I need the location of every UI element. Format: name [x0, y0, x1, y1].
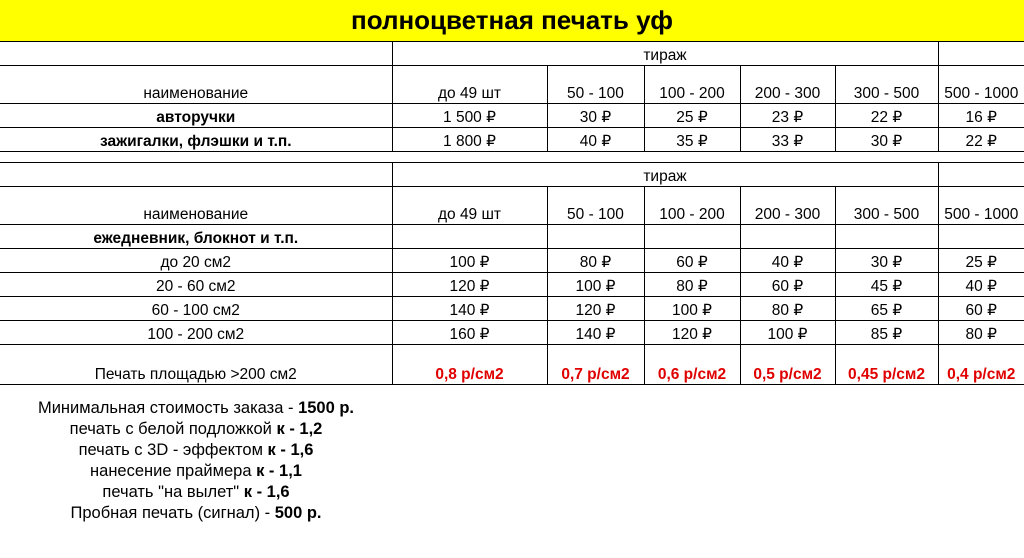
col-header: 100 - 200 — [644, 187, 740, 225]
price-cell: 100 ₽ — [392, 249, 547, 273]
col-header: 500 - 1000 — [938, 187, 1024, 225]
col-header: до 49 шт — [392, 187, 547, 225]
col-header: 500 - 1000 — [938, 66, 1024, 104]
blank-cell — [938, 225, 1024, 249]
rate-cell: 0,4 р/см2 — [938, 345, 1024, 385]
price-cell: 100 ₽ — [644, 297, 740, 321]
note-line: нанесение праймера к - 1,1 — [90, 462, 302, 480]
price-cell: 40 ₽ — [938, 273, 1024, 297]
note-line: печать с белой подложкой к - 1,2 — [69, 420, 323, 438]
section2-tirazh-row — [0, 163, 1024, 187]
price-cell: 100 ₽ — [740, 321, 835, 345]
blank-cell — [392, 225, 547, 249]
price-cell: 45 ₽ — [835, 273, 938, 297]
table-row — [0, 321, 1024, 345]
note-line: Пробная печать (сигнал) - 500 р. — [70, 504, 322, 522]
price-cell: 60 ₽ — [644, 249, 740, 273]
price-cell: 120 ₽ — [392, 273, 547, 297]
group-label: ежедневник, блокнот и т.п. — [0, 225, 392, 249]
row-label: до 20 см2 — [0, 249, 392, 273]
price-cell: 30 ₽ — [547, 104, 644, 128]
price-cell: 22 ₽ — [835, 104, 938, 128]
price-cell: 40 ₽ — [547, 128, 644, 152]
page-title: полноцветная печать уф — [0, 0, 1024, 42]
price-cell: 40 ₽ — [740, 249, 835, 273]
separator-cell — [0, 152, 1024, 163]
name-header: наименование — [0, 66, 392, 104]
price-cell: 1 500 ₽ — [392, 104, 547, 128]
price-cell: 80 ₽ — [547, 249, 644, 273]
note-line: печать "на вылет" к - 1,6 — [102, 483, 290, 501]
blank-cell — [835, 225, 938, 249]
price-cell: 80 ₽ — [644, 273, 740, 297]
price-cell: 85 ₽ — [835, 321, 938, 345]
rate-cell: 0,6 р/см2 — [644, 345, 740, 385]
section2-header-row — [0, 187, 1024, 225]
price-cell: 60 ₽ — [938, 297, 1024, 321]
price-cell: 160 ₽ — [392, 321, 547, 345]
col-header: до 49 шт — [392, 66, 547, 104]
price-cell: 16 ₽ — [938, 104, 1024, 128]
group-label-row — [0, 225, 1024, 249]
row-label: 20 - 60 см2 — [0, 273, 392, 297]
price-cell: 120 ₽ — [644, 321, 740, 345]
price-cell: 25 ₽ — [938, 249, 1024, 273]
price-cell: 80 ₽ — [740, 297, 835, 321]
table-row — [0, 249, 1024, 273]
blank-cell — [740, 225, 835, 249]
price-cell: 23 ₽ — [740, 104, 835, 128]
price-cell: 140 ₽ — [547, 321, 644, 345]
col-header: 300 - 500 — [835, 66, 938, 104]
price-cell: 100 ₽ — [547, 273, 644, 297]
rate-cell: 0,45 р/см2 — [835, 345, 938, 385]
section-separator — [0, 152, 1024, 163]
price-cell: 25 ₽ — [644, 104, 740, 128]
price-table — [0, 41, 1024, 385]
col-header: 200 - 300 — [740, 66, 835, 104]
price-cell: 60 ₽ — [740, 273, 835, 297]
row-label: Печать площадью >200 см2 — [0, 345, 392, 385]
price-cell: 35 ₽ — [644, 128, 740, 152]
section1-header-row — [0, 66, 1024, 104]
table-row — [0, 273, 1024, 297]
price-cell: 120 ₽ — [547, 297, 644, 321]
notes-block — [0, 398, 392, 524]
price-cell: 65 ₽ — [835, 297, 938, 321]
price-cell: 22 ₽ — [938, 128, 1024, 152]
price-cell: 1 800 ₽ — [392, 128, 547, 152]
blank-cell — [0, 42, 392, 66]
col-header: 100 - 200 — [644, 66, 740, 104]
price-cell: 30 ₽ — [835, 128, 938, 152]
row-label: зажигалки, флэшки и т.п. — [0, 128, 392, 152]
price-cell: 30 ₽ — [835, 249, 938, 273]
col-header: 300 - 500 — [835, 187, 938, 225]
name-header: наименование — [0, 187, 392, 225]
price-cell: 140 ₽ — [392, 297, 547, 321]
table-row — [0, 297, 1024, 321]
note-line: печать с 3D - эффектом к - 1,6 — [78, 441, 314, 459]
col-header: 200 - 300 — [740, 187, 835, 225]
blank-cell — [644, 225, 740, 249]
blank-cell — [938, 163, 1024, 187]
row-label: 60 - 100 см2 — [0, 297, 392, 321]
table-row — [0, 128, 1024, 152]
blank-cell — [547, 225, 644, 249]
rate-cell: 0,8 р/см2 — [392, 345, 547, 385]
blank-cell — [938, 42, 1024, 66]
price-cell: 80 ₽ — [938, 321, 1024, 345]
table-row — [0, 104, 1024, 128]
row-label: авторучки — [0, 104, 392, 128]
price-cell: 33 ₽ — [740, 128, 835, 152]
section1-tirazh-row — [0, 42, 1024, 66]
col-header: 50 - 100 — [547, 66, 644, 104]
blank-cell — [0, 163, 392, 187]
tirazh-header: тираж — [392, 42, 938, 66]
row-label: 100 - 200 см2 — [0, 321, 392, 345]
col-header: 50 - 100 — [547, 187, 644, 225]
rate-cell: 0,7 р/см2 — [547, 345, 644, 385]
rate-cell: 0,5 р/см2 — [740, 345, 835, 385]
tirazh-header: тираж — [392, 163, 938, 187]
note-line: Минимальная стоимость заказа - 1500 р. — [37, 399, 355, 417]
area-price-row — [0, 345, 1024, 385]
